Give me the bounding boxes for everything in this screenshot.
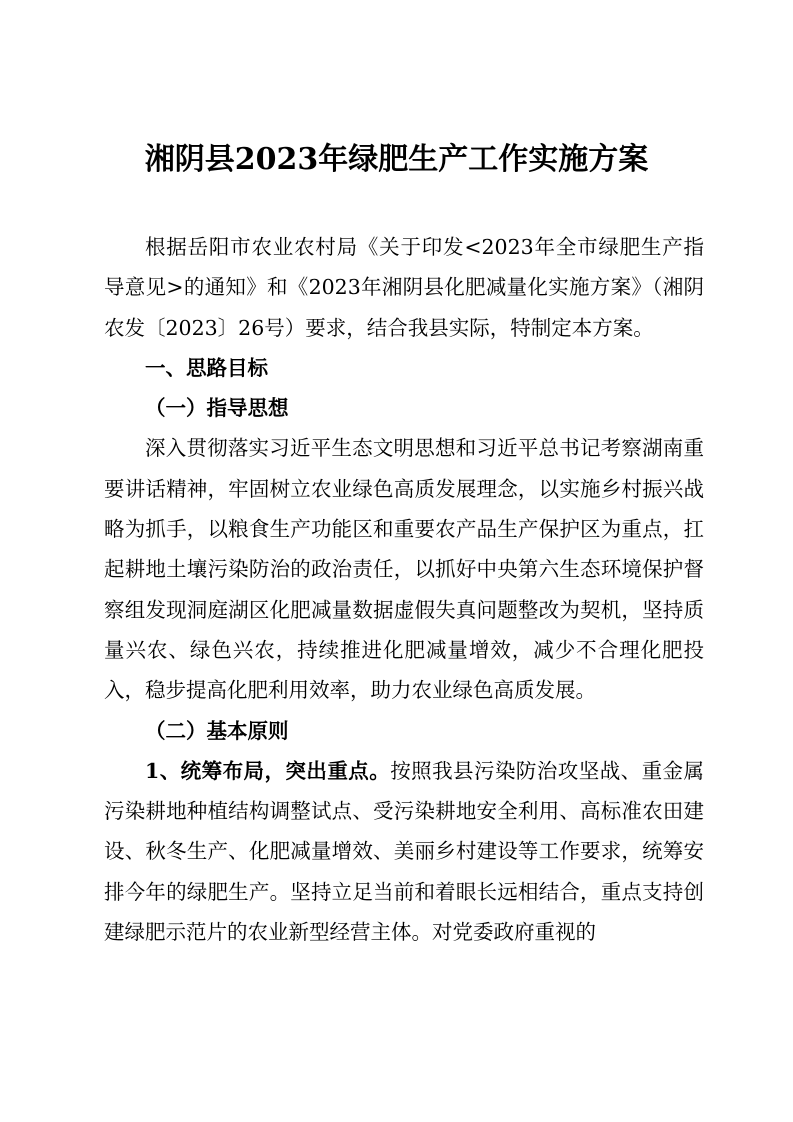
principle-1-lead: 1、统筹布局，突出重点。 [145,758,391,783]
guiding-thought-paragraph: 深入贯彻落实习近平生态文明思想和习近平总书记考察湖南重要讲话精神，牢固树立农业绿色高质发展理念，以实施乡村振兴战略为抓手，以粮食生产功能区和重要农产品生产保护区为重点，扛起耕地土壤污染防治的政治责任，以抓好中央第六生态环境保护督察组发现洞庭湖区化肥减量数据虚假失真问题整改为契机，坚持质量兴农、绿色兴农，持续推进化肥减量增效，减少不合理化肥投入，稳步提高化肥利用效率，助力农业绿色高质发展。 [104,436,704,703]
subsection-heading-basic-principles: （二）基本原则 [145,718,289,743]
principle-1-text: 按照我县污染防治攻坚战、重金属污染耕地种植结构调整试点、受污染耕地安全利用、高标准农田建设、秋冬生产、化肥减量增效、美丽乡村建设等工作要求，统筹安排今年的绿肥生产。坚持立足当前和着眼长远相结合，重点支持创建绿肥示范片的农业新型经营主体。对党委政府重视的 [104,758,705,945]
intro-paragraph: 根据岳阳市农业农村局《关于印发<2023年全市绿肥生产指导意见>的通知》和《2023年湘阴县化肥减量化实施方案》（湘阴农发〔2023〕26号）要求，结合我县实际，特制定本方案。 [104,235,704,340]
section-heading-1: 一、思路目标 [145,355,268,380]
subsection-heading-guiding-thought: （一）指导思想 [145,396,289,421]
document-title: 湘阴县2023年绿肥生产工作实施方案 [144,142,649,177]
principle-paragraph-1 [104,751,704,952]
document-body [104,227,704,952]
